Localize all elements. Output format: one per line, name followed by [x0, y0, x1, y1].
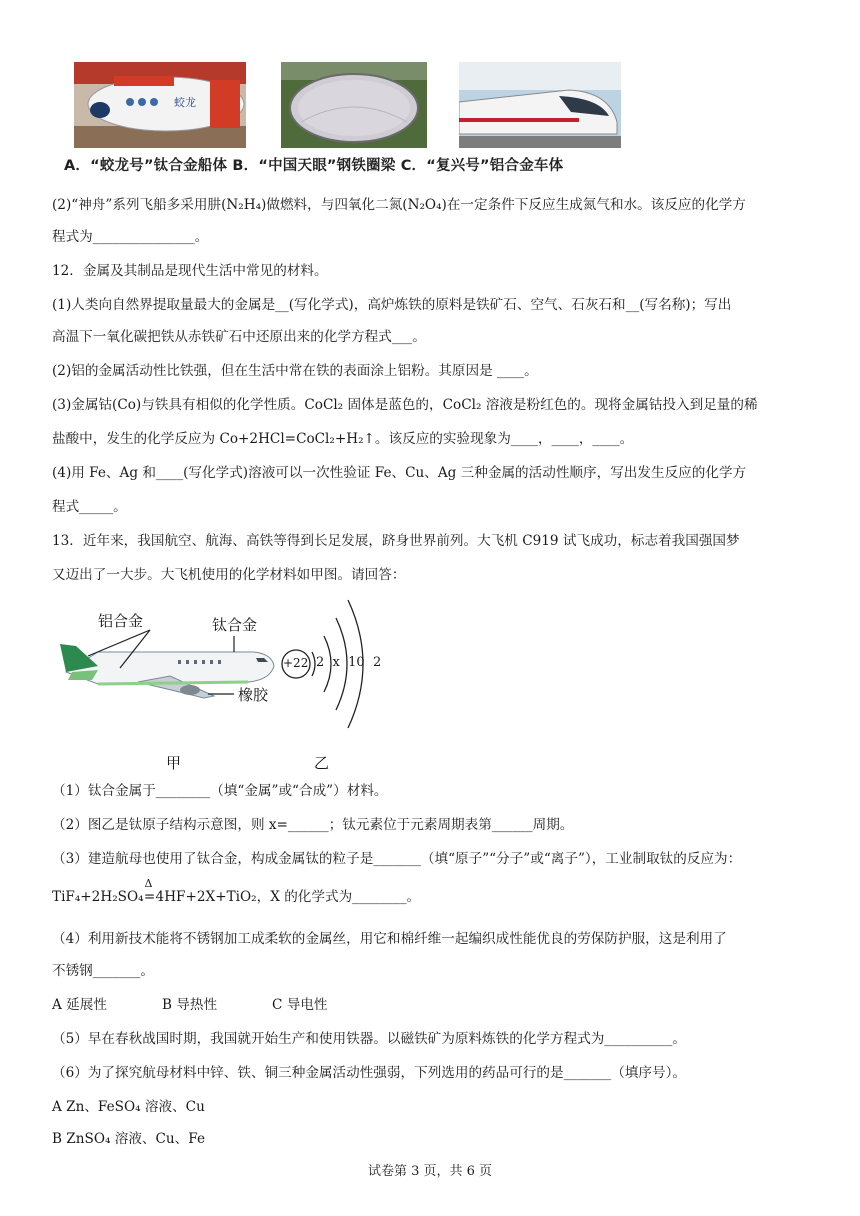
q13-stem-line1: 13．近年来，我国航空、航海、高铁等得到长足发展，跻身世界前列。大飞机 C919 试飞成功，标志着我国强国梦 — [52, 533, 740, 549]
equation-left: TiF₄+2H₂SO₄ — [52, 889, 144, 905]
figure-atom-structure — [280, 596, 390, 736]
q13-part3-line1: （3）建造航母也使用了钛合金，构成金属钛的粒子是_______（填“原子”“分子”或“离子”），工业制取钛的反应为： — [52, 851, 742, 867]
equation-right: 4HF+2X+TiO₂，X 的化学式为________。 — [155, 889, 421, 905]
q13-part4-options — [52, 996, 328, 1014]
q13-part6: （6）为了探究航母材料中锌、铁、铜三种金属活动性强弱，下列选用的药品可行的是_______（填序号）。 — [52, 1065, 686, 1081]
q11-part2-line2: 程式为_______________。 — [52, 229, 209, 245]
q12-part4-line2: 程式_____。 — [52, 499, 127, 515]
q11-part2-line1: (2)“神舟”系列飞船多采用肼(N₂H₄)做燃料，与四氧化二氮(N₂O₄)在一定条件下反应生成氮气和水。该反应的化学方 — [52, 197, 746, 213]
figure-label-jia: 甲 — [166, 754, 182, 772]
q12-part4-line1: (4)用 Fe、Ag 和____(写化学式)溶液可以一次性验证 Fe、Cu、Ag 三种金属的活动性顺序，写出发生反应的化学方 — [52, 465, 747, 481]
atom-shells: 2 x 10 2 — [316, 655, 382, 670]
q13-part4-line2: 不锈钢_______。 — [52, 963, 154, 979]
q13-part3-equation: TiF₄+2H₂SO₄ Δ =4HF+2X+TiO₂，X 的化学式为________。 — [52, 877, 421, 905]
high-speed-train-image — [459, 62, 621, 148]
q13-part4-line1: （4）利用新技术能将不锈钢加工成柔软的金属丝，用它和棉纤维一起编织成性能优良的劳保防护服，这是利用了 — [52, 931, 727, 947]
q13-stem-line2: 又迈出了一大步。大飞机使用的化学材料如甲图。请回答： — [52, 567, 406, 583]
option-c: C 导电性 — [272, 997, 328, 1013]
figure-label-yi: 乙 — [314, 754, 330, 772]
q13-part6-option-b: B ZnSO₄ 溶液、Cu、Fe — [52, 1131, 206, 1147]
q12-stem: 12．金属及其制品是现代生活中常见的材料。 — [52, 263, 328, 279]
q12-part3-line2: 盐酸中，发生的化学反应为 Co+2HCl=CoCl₂+H₂↑。该反应的实验现象为____，____，____。 — [52, 431, 634, 447]
q12-part3-line1: (3)金属钴(Co)与铁具有相似的化学性质。CoCl₂ 固体是蓝色的，CoCl₂ 溶液是粉红色的。现将金属钴投入到足量的稀 — [52, 397, 758, 413]
image-caption: A．“蛟龙号”钛合金船体 B．“中国天眼”钢铁圈梁 C．“复兴号”铝合金车体 — [64, 158, 564, 174]
q12-part1-line1: (1)人类向自然界提取量最大的金属是__(写化学式)，高炉炼铁的原料是铁矿石、空气、石灰石和__(写名称)；写出 — [52, 297, 732, 313]
label-aluminum-alloy: 铝合金 — [98, 612, 144, 630]
q12-part1-line2: 高温下一氧化碳把铁从赤铁矿石中还原出来的化学方程式___。 — [52, 329, 426, 345]
submarine-text: 蛟龙 — [174, 96, 196, 109]
q13-part2: （2）图乙是钛原子结构示意图，则 x=______；钛元素位于元素周期表第______周期。 — [52, 817, 574, 833]
option-a: A 延展性 — [52, 997, 107, 1013]
q12-part2: (2)铝的金属活动性比铁强，但在生活中常在铁的表面涂上铝粉。其原因是 ____。 — [52, 363, 538, 379]
label-rubber: 橡胶 — [238, 686, 269, 704]
q13-part1: （1）钛合金属于________（填“金属”或“合成”）材料。 — [52, 783, 388, 799]
page-footer: 试卷第 3 页，共 6 页 — [367, 1164, 493, 1179]
option-b: B 导热性 — [162, 997, 218, 1013]
q13-part5: （5）早在春秋战国时期，我国就开始生产和使用铁器。以磁铁矿为原料炼铁的化学方程式为__________。 — [52, 1031, 686, 1047]
label-titanium-alloy: 钛合金 — [212, 616, 258, 634]
figure-airplane — [58, 600, 280, 730]
radio-telescope-image — [281, 62, 427, 148]
atom-nucleus: +22 — [283, 656, 309, 670]
q13-part6-option-a: A Zn、FeSO₄ 溶液、Cu — [52, 1099, 205, 1115]
equation-delta: Δ — [144, 877, 153, 890]
submarine-image — [74, 62, 246, 148]
